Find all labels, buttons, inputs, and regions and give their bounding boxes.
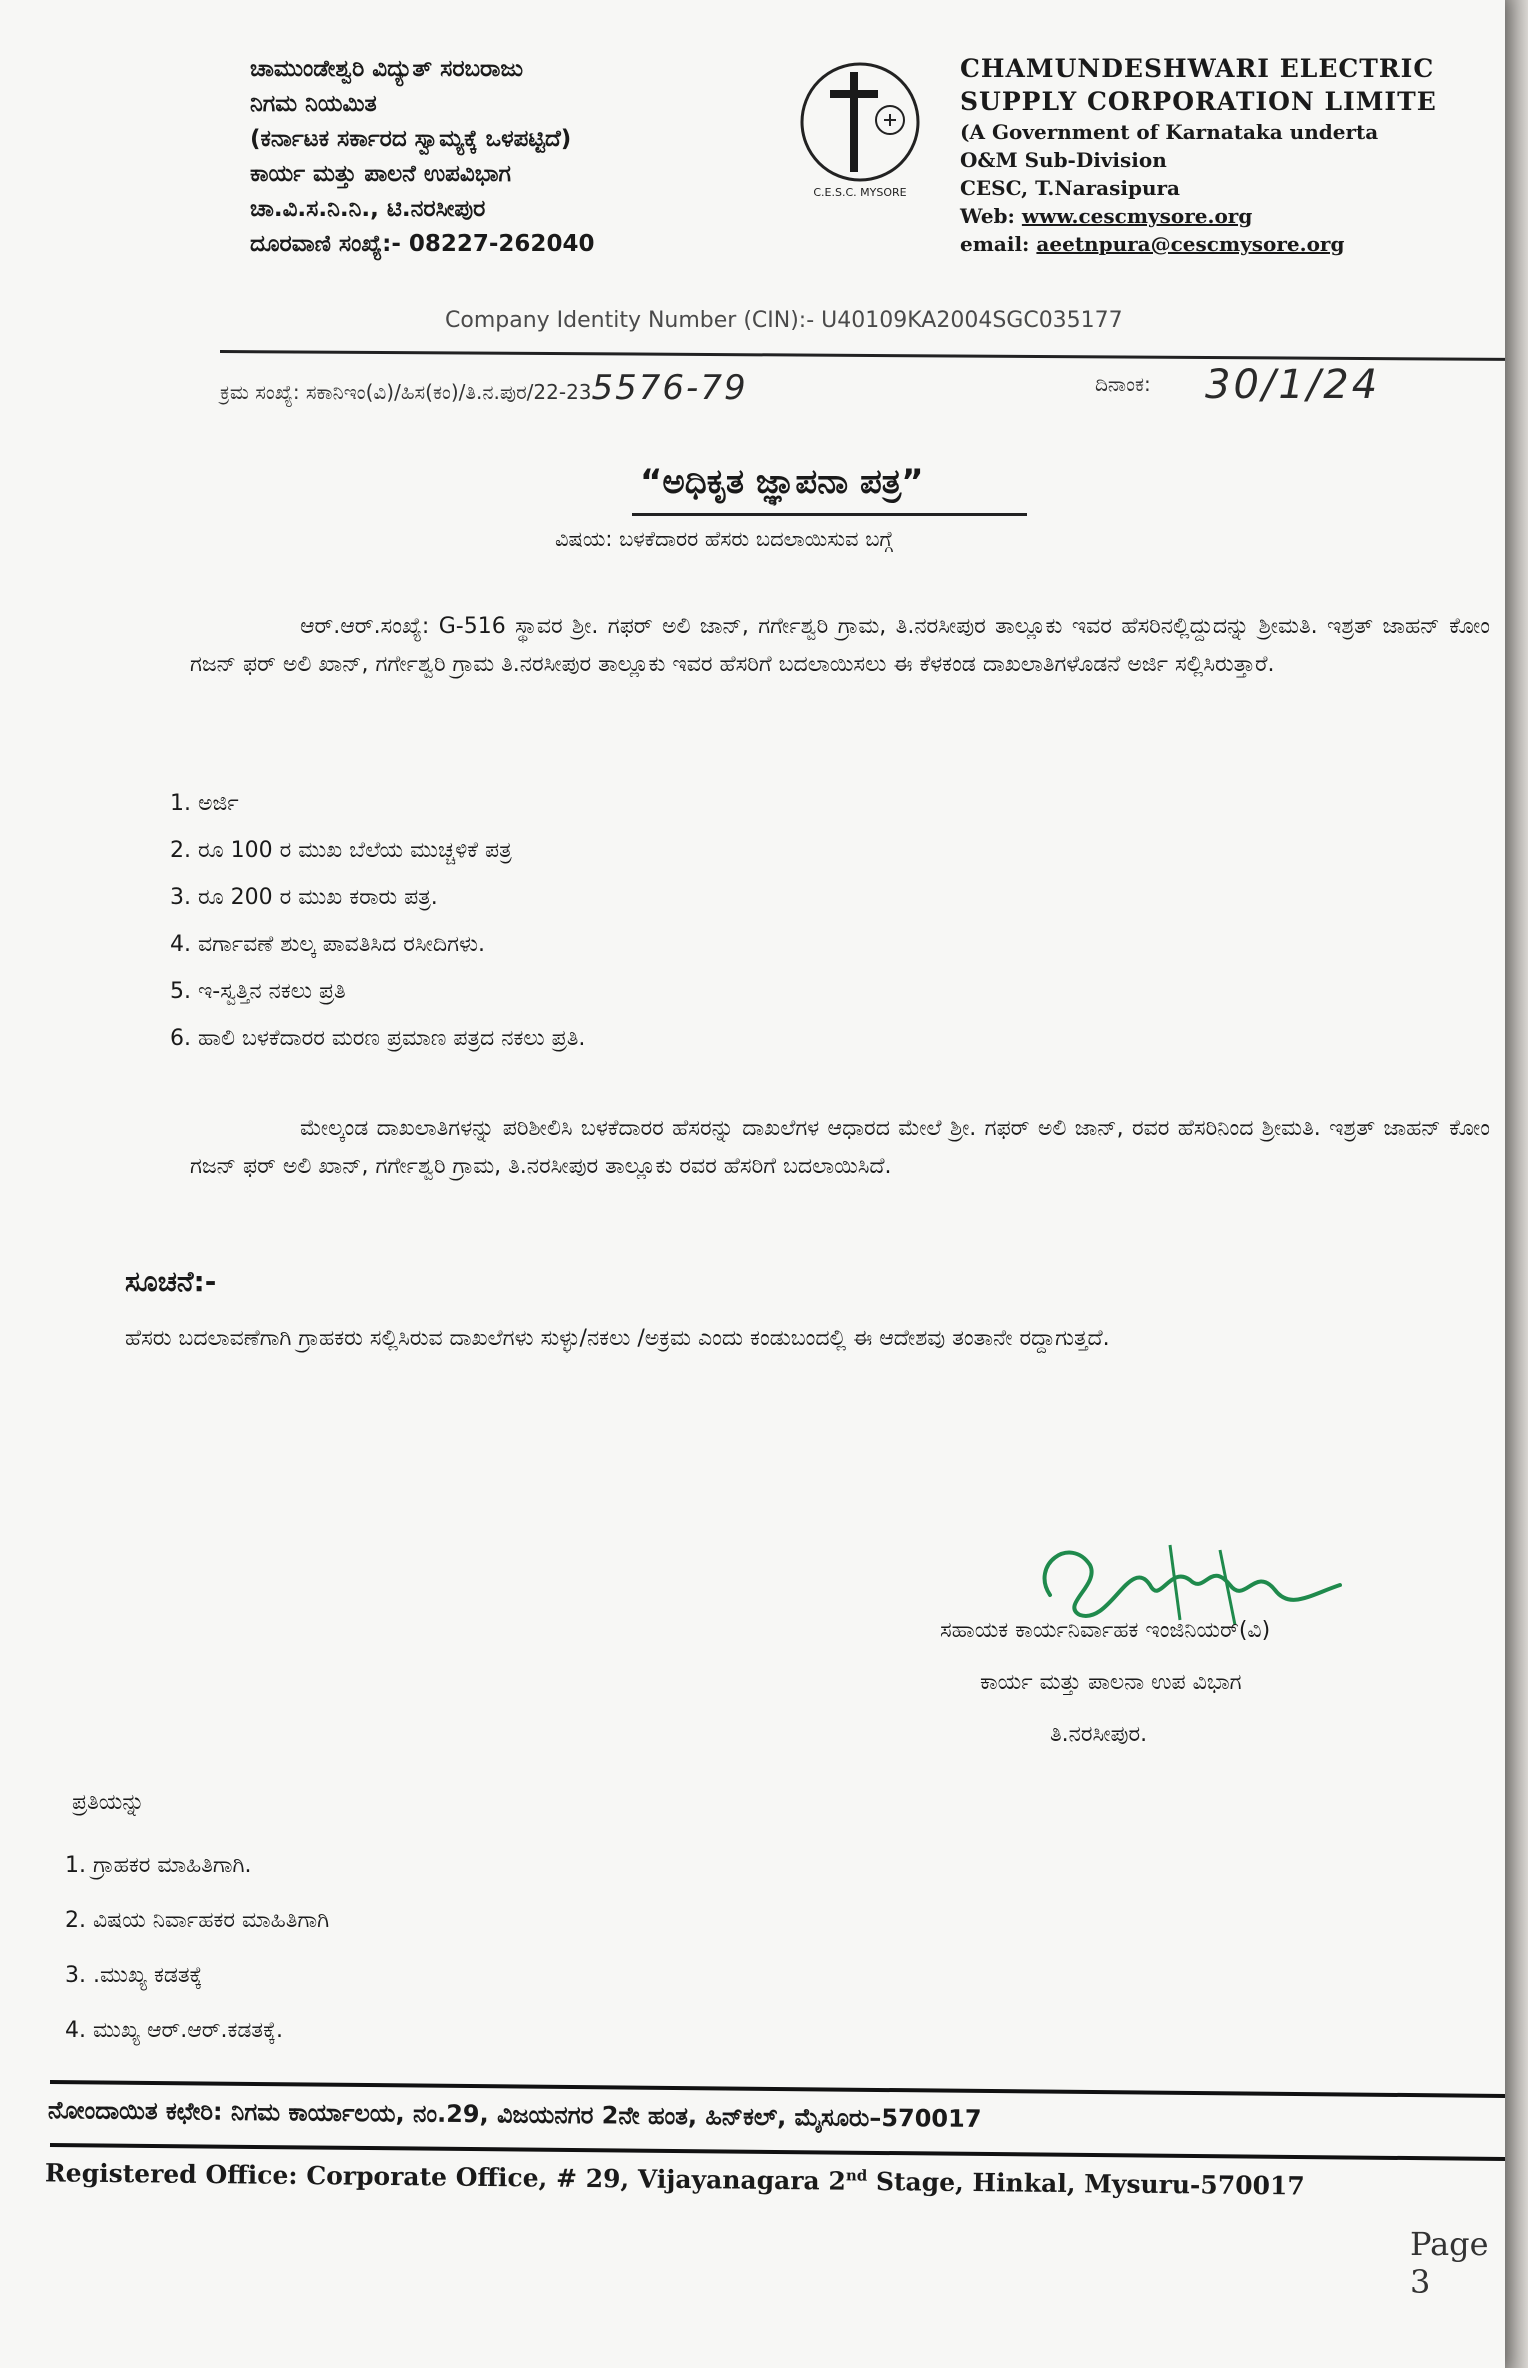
govt-undertaking-line: (A Government of Karnataka underta [960, 120, 1379, 144]
web-link[interactable]: www.cescmysore.org [1021, 204, 1253, 228]
footer-kannada-address: ನೋಂದಾಯಿತ ಕಛೇರಿ: ನಿಗಮ ಕಾರ್ಯಾಲಯ, ನಂ.29, ವಿಜಯನಗರ 2ನೇ ಹಂತ, ಹಿನ್‌ಕಲ್, ಮೈಸೂರು–570017 [47, 2096, 982, 2133]
reference-handwritten: 5576-79 [591, 368, 748, 408]
email-link[interactable]: aeetnpura@cescmysore.org [1036, 232, 1345, 256]
document-title: “ಅಧಿಕೃತ ಜ್ಞಾಪನಾ ಪತ್ರ” [640, 462, 924, 502]
date-value: 30/1/24 [1205, 362, 1381, 408]
letterhead-kannada-line: ಚಾ.ವಿ.ಸ.ನಿ.ನಿ., ಟಿ.ನರಸೀಪುರ [250, 196, 486, 222]
page-edge-shadow [1505, 0, 1528, 2368]
footer-divider-top [50, 2080, 1505, 2098]
reference-prefix: ಕ್ರಮ ಸಂಖ್ಯೆ: ಸಕಾನಿಇಂ(ವಿ)/ಹಿಸ(ಕಂ)/ತಿ.ನ.ಪುರ/22-23 [220, 380, 592, 404]
list-item: 1. ಅರ್ಜಿ [170, 791, 239, 816]
signatory-designation: ಸಹಾಯಕ ಕಾರ್ಯನಿರ್ವಾಹಕ ಇಂಜಿನಿಯರ್(ವಿ) [940, 1618, 1271, 1643]
letterhead-kannada-line: ನಿಗಮ ನಿಯಮಿತ [250, 91, 377, 117]
list-item: 4. ಮುಖ್ಯ ಆರ್.ಆರ್.ಕಡತಕ್ಕೆ. [65, 2018, 283, 2043]
logo-text: C.E.S.C. MYSORE [813, 186, 907, 199]
list-item: 2. ರೂ 100 ರ ಮುಖ ಬೆಲೆಯ ಮುಚ್ಚಳಿಕೆ ಪತ್ರ [170, 838, 512, 863]
web-label: Web: [960, 204, 1015, 228]
letterhead-kannada-line: ಕಾರ್ಯ ಮತ್ತು ಪಾಲನೆ ಉಪವಿಭಾಗ [250, 161, 511, 187]
copy-to-label: ಪ್ರತಿಯನ್ನು [72, 1790, 145, 1815]
signatory-block [940, 1605, 1270, 1761]
copies-list [65, 1838, 329, 2058]
footer-english-address [45, 2158, 1305, 2201]
letterhead-kannada-line: ಚಾಮುಂಡೇಶ್ವರಿ ವಿದ್ಯುತ್ ಸರಬರಾಜು [250, 56, 524, 82]
documents-list [170, 780, 585, 1062]
company-name-line1: CHAMUNDESHWARI ELECTRIC [960, 54, 1435, 83]
notice-paragraph: ಹೆಸರು ಬದಲಾವಣೆಗಾಗಿ ಗ್ರಾಹಕರು ಸಲ್ಲಿಸಿರುವ ದಾಖಲೆಗಳು ಸುಳ್ಳು/ನಕಲು /ಅಕ್ರಮ ಎಂದು ಕಂಡುಬಂದಲ್ಲಿ ಈ ಆದೇಶವು ತಂತಾನೇ ರದ್ದಾಗುತ್ತದೆ. [125, 1326, 1110, 1351]
cesc-logo-icon [790, 50, 930, 200]
subdivision-line: O&M Sub-Division [960, 148, 1167, 172]
date-label: ದಿನಾಂಕ: [1095, 372, 1151, 396]
list-item: 3. .ಮುಖ್ಯ ಕಡತಕ್ಕೆ [65, 1963, 203, 1988]
list-item: 3. ರೂ 200 ರ ಮುಖ ಕರಾರು ಪತ್ರ. [170, 885, 438, 910]
company-name-line2: SUPPLY CORPORATION LIMITE [960, 87, 1437, 116]
footer-english-prefix: Registered Office: Corporate Office, # 29, Vijayanagara 2 [44, 2158, 846, 2196]
list-item: 6. ಹಾಲಿ ಬಳಕೆದಾರರ ಮರಣ ಪ್ರಮಾಣ ಪತ್ರದ ನಕಲು ಪ್ರತಿ. [170, 1026, 586, 1051]
notice-label: ಸೂಚನೆ:- [125, 1265, 217, 1298]
list-item: 4. ವರ್ಗಾವಣೆ ಶುಲ್ಕ ಪಾವತಿಸಿದ ರಸೀದಿಗಳು. [170, 932, 485, 957]
letterhead-english [960, 52, 1505, 258]
footer-divider-bottom [50, 2143, 1505, 2161]
body-paragraph-2: ಮೇಲ್ಕಂಡ ದಾಖಲಾತಿಗಳನ್ನು ಪರಿಶೀಲಿಸಿ ಬಳಕೆದಾರರ ಹೆಸರನ್ನು ದಾಖಲೆಗಳ ಆಧಾರದ ಮೇಲೆ ಶ್ರೀ. ಗಫರ್ ಅಲಿ ಜಾನ್, ರವರ ಹೆಸರಿನಿಂದ ಶ್ರೀಮತಿ. ಇಶ್ರತ್ ಜಾಹನ್ ಕೋಂ ಗಜನ್ ಫರ್ ಅಲಿ ಖಾನ್, ಗರ್ಗೇಶ್ವರಿ ಗ್ರಾಮ, ತಿ.ನರಸೀಪುರ ತಾಲ್ಲೂಕು ರವರ ಹೆಸರಿಗೆ ಬದಲಾಯಿಸಿದೆ. [190, 1116, 1490, 1179]
page-number: Page 3 [1410, 2225, 1489, 2301]
list-item: 1. ಗ್ರಾಹಕರ ಮಾಹಿತಿಗಾಗಿ. [65, 1853, 252, 1878]
subject-line: ವಿಷಯ: ಬಳಕೆದಾರರ ಹೆಸರು ಬದಲಾಯಿಸುವ ಬಗ್ಗೆ [555, 527, 893, 551]
body-paragraph-1: ಆರ್.ಆರ್.ಸಂಖ್ಯೆ: G-516 ಸ್ಥಾವರ ಶ್ರೀ. ಗಫರ್ ಅಲಿ ಜಾನ್, ಗರ್ಗೇಶ್ವರಿ ಗ್ರಾಮ, ತಿ.ನರಸೀಪುರ ತಾಲ್ಲೂಕು ಇವರ ಹೆಸರಿನಲ್ಲಿದ್ದುದನ್ನು ಶ್ರೀಮತಿ. ಇಶ್ರತ್ ಜಾಹನ್ ಕೋಂ ಗಜನ್ ಫರ್ ಅಲಿ ಖಾನ್, ಗರ್ಗೇಶ್ವರಿ ಗ್ರಾಮ ತಿ.ನರಸೀಪುರ ತಾಲ್ಲೂಕು ಇವರ ಹೆಸರಿಗೆ ಬದಲಾಯಿಸಲು ಈ ಕೆಳಕಂಡ ದಾಖಲಾತಿಗಳೊಡನೆ ಅರ್ಜಿ ಸಲ್ಲಿಸಿರುತ್ತಾರೆ. [190, 614, 1490, 677]
email-line [960, 230, 1505, 258]
signatory-division: ಕಾರ್ಯ ಮತ್ತು ಪಾಲನಾ ಉಪ ವಿಭಾಗ [980, 1670, 1242, 1695]
signatory-place: ತಿ.ನರಸೀಪುರ. [1050, 1722, 1148, 1747]
footer-english-suffix: Stage, Hinkal, Mysuru-570017 [867, 2166, 1305, 2201]
header-divider [220, 350, 1505, 361]
reference-number [220, 368, 748, 408]
email-label: email: [960, 232, 1030, 256]
letterhead-phone: ದೂರವಾಣಿ ಸಂಖ್ಯೆ:- 08227-262040 [250, 231, 595, 257]
cin-number: Company Identity Number (CIN):- U40109KA2004SGC035177 [445, 308, 1123, 333]
list-item: 2. ವಿಷಯ ನಿರ್ವಾಹಕರ ಮಾಹಿತಿಗಾಗಿ [65, 1908, 330, 1933]
list-item: 5. ಇ-ಸ್ವತ್ತಿನ ನಕಲು ಪ್ರತಿ [170, 979, 346, 1004]
office-line: CESC, T.Narasipura [960, 176, 1180, 200]
web-line [960, 202, 1505, 230]
title-underline [632, 513, 1027, 516]
footer-english-sup: nd [845, 2166, 868, 2185]
letterhead-kannada [250, 52, 770, 262]
letterhead-kannada-line: (ಕರ್ನಾಟಕ ಸರ್ಕಾರದ ಸ್ವಾಮ್ಯಕ್ಕೆ ಒಳಪಟ್ಟಿದೆ) [250, 126, 572, 152]
